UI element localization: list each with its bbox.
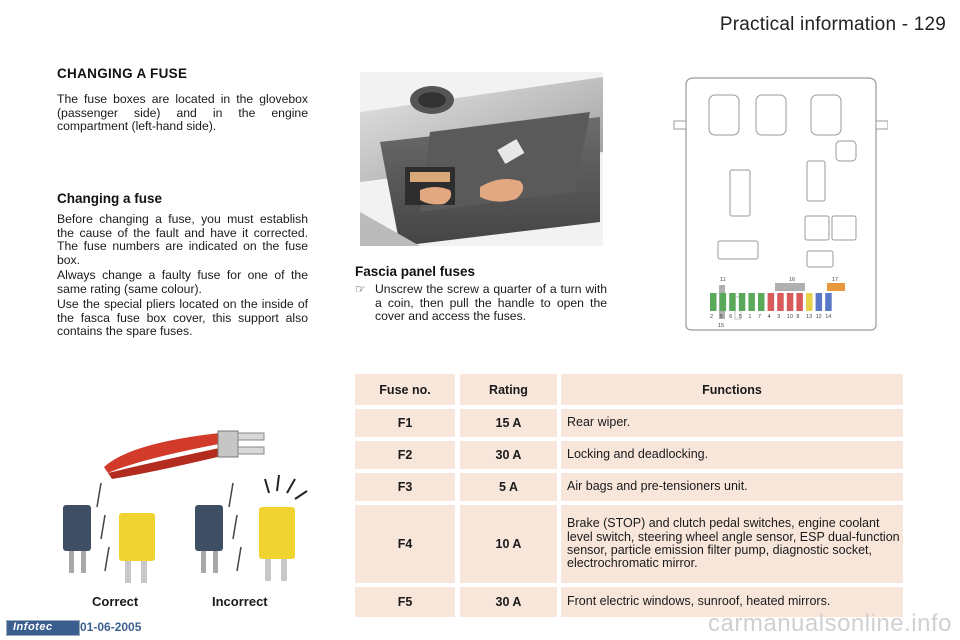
diagram-label-17: 17	[832, 277, 839, 283]
correct-label: Correct	[92, 594, 139, 609]
correct-fuses	[63, 483, 155, 583]
page-header: Practical information - 129	[719, 14, 946, 35]
watermark: carmanualsonline.info	[708, 610, 952, 637]
fuse-no-cell: F3	[355, 473, 455, 501]
diagram-label-3: 3	[777, 314, 781, 320]
header-rating: Rating	[460, 374, 557, 405]
glovebox-photo	[360, 72, 603, 246]
changing-paragraph-1: Before changing a fuse, you must establish the cause of the fault and have it corrected. The fuse numbers are indicated on the fuse box.	[57, 212, 308, 267]
changing-paragraph-3: Use the special pliers located on the inside of the fasca fuse box cover, this support also contains the spare fuses.	[57, 297, 308, 339]
fuse-2	[710, 293, 717, 311]
fuse-4	[768, 293, 775, 311]
changing-fuse-subtitle: Changing a fuse	[57, 191, 163, 206]
diagram-label-7: 7	[758, 314, 762, 320]
diagram-label-5: 5	[738, 314, 742, 320]
diagram-label-12: 12	[815, 314, 822, 320]
fuse-comparison-image	[55, 475, 315, 590]
fuse-12	[816, 293, 823, 311]
burst-icon	[265, 475, 307, 499]
diagram-label-2: 2	[710, 314, 714, 320]
rating-cell: 5 A	[460, 473, 557, 501]
fuse-no-cell: F4	[355, 505, 455, 583]
diagram-label-16: 16	[789, 277, 796, 283]
fuse-3	[777, 293, 784, 311]
fascia-step	[355, 283, 607, 324]
incorrect-fuses	[195, 475, 307, 581]
fuse-14	[825, 293, 832, 311]
diagram-label-9: 9	[719, 314, 723, 320]
diagram-label-11: 11	[720, 277, 726, 283]
diagram-label-8: 8	[796, 314, 800, 320]
fuse-1	[748, 293, 755, 311]
diagram-label-4: 4	[767, 314, 771, 320]
function-cell: Air bags and pre-tensioners unit.	[561, 473, 903, 501]
diagram-label-13: 13	[806, 314, 813, 320]
fuse-7	[758, 293, 765, 311]
fuse-no-cell: F5	[355, 587, 455, 617]
rating-cell: 30 A	[460, 587, 557, 617]
footer-date: 01-06-2005	[80, 620, 142, 634]
infotec-logo	[6, 620, 80, 636]
fuse-box-diagram	[672, 75, 888, 333]
fuse-16	[775, 283, 805, 291]
rating-cell: 30 A	[460, 441, 557, 469]
fuse-5	[739, 293, 746, 311]
function-cell: Rear wiper.	[561, 409, 903, 437]
fuse-8	[796, 293, 803, 311]
fuse-no-cell: F1	[355, 409, 455, 437]
fuse-6	[729, 293, 736, 311]
diagram-label-15: 15	[718, 323, 725, 329]
rating-cell: 10 A	[460, 505, 557, 583]
fuse-9	[720, 293, 727, 311]
fuse-no-cell: F2	[355, 441, 455, 469]
rating-cell: 15 A	[460, 409, 557, 437]
fuse-13	[806, 293, 813, 311]
header-fuse-no: Fuse no.	[355, 374, 455, 405]
fascia-step-text: Unscrew the screw a quarter of a turn with a coin, then pull the handle to open the cover and access the fuses.	[375, 282, 607, 324]
section-title: CHANGING A FUSE	[57, 66, 188, 81]
diagram-label-1: 1	[748, 314, 752, 320]
fascia-title: Fascia panel fuses	[355, 264, 476, 279]
diagram-label-6: 6	[729, 314, 733, 320]
function-cell: Locking and deadlocking.	[561, 441, 903, 469]
fuse-17	[827, 283, 845, 291]
changing-paragraph-2: Always change a faulty fuse for one of the same rating (same colour).	[57, 268, 308, 296]
header-functions: Functions	[561, 374, 903, 405]
intro-paragraph: The fuse boxes are located in the glovebox (passenger side) and in the engine compartment (left-hand side).	[57, 92, 308, 134]
logo-text: Infotec	[13, 621, 53, 633]
incorrect-label: Incorrect	[212, 594, 268, 609]
function-cell: Front electric windows, sunroof, heated mirrors.	[561, 587, 903, 617]
function-cell: Brake (STOP) and clutch pedal switches, engine coolant level switch, steering wheel angle sensor, ESP dual-function sensor, particle emission filter pump, diagnostic socket, electrochromatic mirror.	[561, 505, 903, 583]
pointing-hand-icon: ☞	[355, 282, 366, 296]
fuse-10	[787, 293, 794, 311]
diagram-label-14: 14	[825, 314, 832, 320]
diagram-label-10: 10	[786, 314, 793, 320]
